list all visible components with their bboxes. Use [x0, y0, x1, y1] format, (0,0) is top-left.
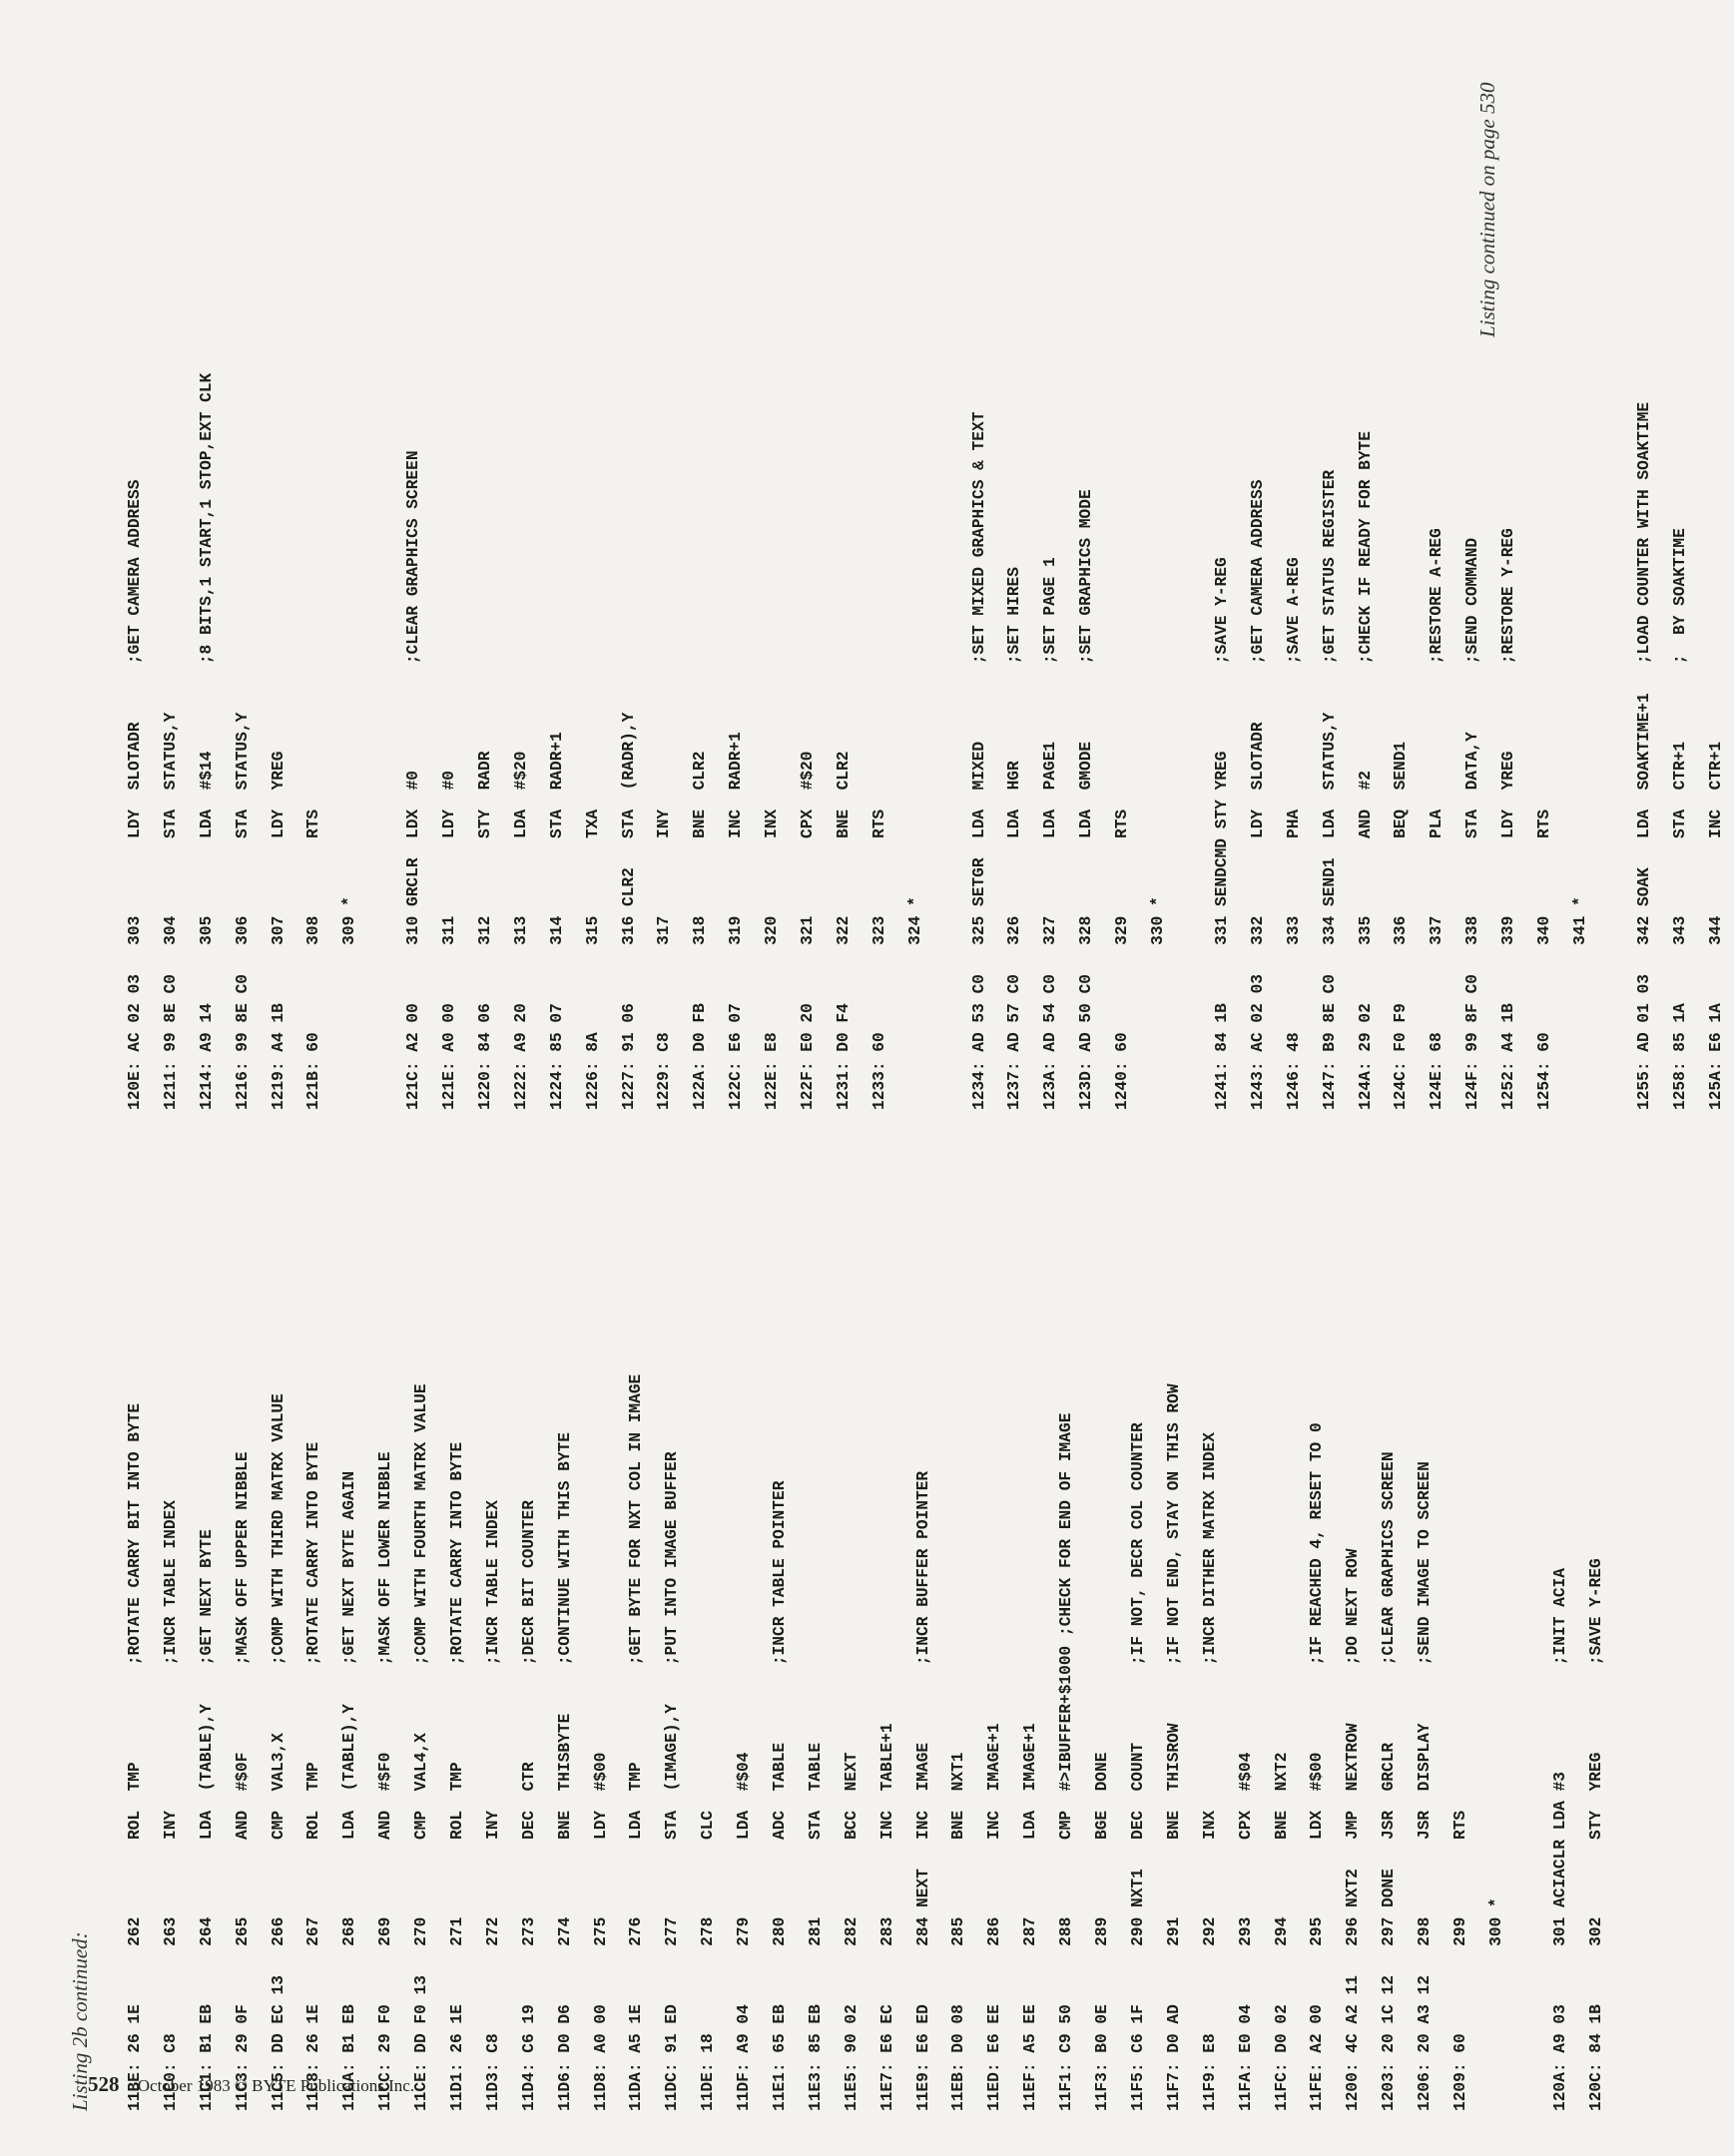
- code-line: 1255: AD 01 03 342 SOAK LDA SOAKTIME+1 ;LOAD COUNTER WITH SOAKTIME: [1634, 401, 1653, 1110]
- code-line: 11C1: B1 EB 264 LDA (TABLE),Y ;GET NEXT BYTE: [197, 1529, 216, 2111]
- code-line: 11D3: C8 272 INY ;INCR TABLE INDEX: [483, 1500, 502, 2111]
- page-footer: [88, 2072, 414, 2097]
- code-line: 11C5: DD EC 13 266 CMP VAL3,X ;COMP WITH THIRD MATRX VALUE: [269, 1393, 288, 2111]
- listing-gap: [934, 373, 962, 1110]
- code-line: 309 *: [340, 896, 359, 1110]
- listing-caption: Listing 2b continued:: [68, 1931, 92, 2111]
- code-line: 11E3: 85 EB 281 STA TABLE: [806, 1742, 825, 2111]
- code-line: 1226: 8A 315 TXA: [583, 808, 602, 1110]
- page-number: 528: [88, 2072, 120, 2096]
- listing-gap: [1515, 1374, 1543, 2111]
- code-line: 122C: E6 07 319 INC RADR+1: [727, 732, 746, 1110]
- code-line: 125A: E6 1A 344 INC CTR+1: [1706, 741, 1725, 1110]
- code-line: 1252: A4 1B 339 LDY YREG ;RESTORE Y-REG: [1499, 528, 1518, 1110]
- code-line: 11D1: 26 1E 271 ROL TMP ;ROTATE CARRY INTO BYTE: [448, 1441, 467, 2111]
- code-line: 1237: AD 57 C0 326 LDA HGR ;SET HIRES: [1005, 567, 1024, 1110]
- code-line: 11CE: DD F0 13 270 CMP VAL4,X ;COMP WITH FOURTH MATRX VALUE: [412, 1383, 431, 2111]
- continued-caption: Listing continued on page 530: [1475, 82, 1499, 337]
- code-line: 1247: B9 8E C0 334 SEND1 LDA STATUS,Y ;GET STATUS REGISTER: [1320, 469, 1339, 1110]
- code-line: 120E: AC 02 03 303 LDY SLOTADR ;GET CAMERA ADDRESS: [126, 479, 144, 1110]
- code-line: 123D: AD 50 C0 328 LDA GMODE ;SET GRAPHICS MODE: [1077, 489, 1096, 1110]
- code-line: 11D6: D0 D6 274 BNE THISBYTE ;CONTINUE WITH THIS BYTE: [555, 1432, 574, 2111]
- code-line: 11DA: A5 1E 276 LDA TMP ;GET BYTE FOR NXT COL IN IMAGE: [627, 1373, 646, 2111]
- code-line: 120A: A9 03 301 ACIACLR LDA #3 ;INIT ACIA: [1550, 1568, 1569, 2111]
- code-line: 121E: A0 00 311 LDY #0: [440, 771, 459, 1110]
- code-line: 1231: D0 F4 322 BNE CLR2: [834, 751, 853, 1110]
- code-line: 1200: 4C A2 11 296 NXT2 JMP NEXTROW ;DO NEXT ROW: [1344, 1548, 1363, 2111]
- listing-gap: [1599, 373, 1627, 1110]
- code-line: 1233: 60 323 RTS: [869, 808, 888, 1110]
- code-line: 1219: A4 1B 307 LDY YREG: [269, 751, 288, 1110]
- code-line: 124E: 68 337 PLA ;RESTORE A-REG: [1428, 528, 1446, 1110]
- code-line: 1258: 85 1A 343 STA CTR+1 ; BY SOAKTIME: [1670, 528, 1689, 1110]
- code-line: 11F1: C9 50 288 CMP #>IBUFFER+$1000 ;CHECK FOR END OF IMAGE: [1057, 1412, 1076, 2111]
- code-line: 120C: 84 1B 302 STY YREG ;SAVE Y-REG: [1586, 1558, 1605, 2111]
- code-line: 11DE: 18 278 CLC: [699, 1810, 718, 2111]
- code-line: 11D4: C6 19 273 DEC CTR ;DECR BIT COUNTER: [519, 1500, 538, 2111]
- code-line: 1203: 20 1C 12 297 DONE JSR GRCLR ;CLEAR GRAPHICS SCREEN: [1380, 1451, 1399, 2111]
- code-line: 11ED: E6 EE 286 INC IMAGE+1: [985, 1723, 1004, 2111]
- code-line: 122F: E0 20 321 CPX #$20: [799, 751, 818, 1110]
- code-line: 124C: F0 F9 336 BEQ SEND1: [1392, 741, 1411, 1110]
- code-line: 11CC: 29 F0 269 AND #$F0 ;MASK OFF LOWER NIBBLE: [376, 1451, 395, 2111]
- code-line: 121B: 60 308 RTS: [304, 808, 323, 1110]
- code-line: 1246: 48 333 PHA ;SAVE A-REG: [1284, 557, 1303, 1110]
- code-line: 1243: AC 02 03 332 LDY SLOTADR ;GET CAMERA ADDRESS: [1248, 479, 1267, 1110]
- code-line: 1220: 84 06 312 STY RADR: [476, 751, 495, 1110]
- code-line: 11EF: A5 EE 287 LDA IMAGE+1: [1021, 1723, 1040, 2111]
- code-line: 124A: 29 02 335 AND #2 ;CHECK IF READY FOR BYTE: [1356, 431, 1375, 1110]
- listing-gap: [1177, 373, 1205, 1110]
- code-line: 11C0: C8 263 INY ;INCR TABLE INDEX: [161, 1500, 180, 2111]
- code-line: 121C: A2 00 310 GRCLR LDX #0 ;CLEAR GRAPHICS SCREEN: [404, 450, 423, 1110]
- code-line: 11FC: D0 02 294 BNE NXT2: [1272, 1752, 1291, 2111]
- code-line: 122E: E8 320 INX: [763, 808, 782, 1110]
- code-line: 11E9: E6 ED 284 NEXT INC IMAGE ;INCR BUFFER POINTER: [913, 1470, 932, 2111]
- code-line: 11F3: B0 0E 289 BGE DONE: [1093, 1752, 1112, 2111]
- code-line: 1227: 91 06 316 CLR2 STA (RADR),Y: [619, 712, 638, 1110]
- code-line: 1224: 85 07 314 STA RADR+1: [547, 732, 566, 1110]
- footer-text: October 1983 © BYTE Publications Inc.: [137, 2076, 415, 2095]
- code-line: 1222: A9 20 313 LDA #$20: [511, 751, 530, 1110]
- code-line: 1241: 84 1B 331 SENDCMD STY YREG ;SAVE Y-REG: [1212, 557, 1231, 1110]
- code-line: 11D8: A0 00 275 LDY #$00: [591, 1752, 610, 2111]
- code-line: 11E7: E6 EC 283 INC TABLE+1: [877, 1723, 896, 2111]
- code-line: 330 *: [1149, 896, 1168, 1110]
- right-code-listing: [118, 373, 1734, 1110]
- code-line: 11E1: 65 EB 280 ADC TABLE ;INCR TABLE POINTER: [771, 1480, 790, 2111]
- left-code-listing: [118, 1374, 1615, 2111]
- code-line: 11E5: 90 02 282 BCC NEXT: [842, 1752, 861, 2111]
- listing-gap: [368, 373, 396, 1110]
- code-line: 11DF: A9 04 279 LDA #$04: [735, 1752, 754, 2111]
- code-line: 1211: 99 8E C0 304 STA STATUS,Y: [161, 712, 180, 1110]
- code-line: 11F9: E8 292 INX ;INCR DITHER MATRX INDEX: [1200, 1432, 1219, 2111]
- code-line: 11EB: D0 08 285 BNE NXT1: [949, 1752, 968, 2111]
- code-line: 124F: 99 8F C0 338 STA DATA,Y ;SEND COMMAND: [1463, 537, 1482, 1110]
- code-line: 11C8: 26 1E 267 ROL TMP ;ROTATE CARRY INTO BYTE: [304, 1441, 323, 2111]
- code-line: 11FE: A2 00 295 LDX #$00 ;IF REACHED 4, RESET TO 0: [1308, 1422, 1327, 2111]
- code-line: 324 *: [905, 896, 924, 1110]
- code-line: 11C3: 29 0F 265 AND #$0F ;MASK OFF UPPER NIBBLE: [233, 1451, 252, 2111]
- code-line: 341 *: [1570, 896, 1589, 1110]
- code-line: 11DC: 91 ED 277 STA (IMAGE),Y ;PUT INTO IMAGE BUFFER: [663, 1451, 682, 2111]
- code-line: 1209: 60 299 RTS: [1450, 1810, 1469, 2111]
- code-line: 1254: 60 340 RTS: [1534, 808, 1553, 1110]
- code-line: 11F7: D0 AD 291 BNE THISROW ;IF NOT END, STAY ON THIS ROW: [1164, 1383, 1183, 2111]
- code-line: 122A: D0 FB 318 BNE CLR2: [691, 751, 710, 1110]
- code-line: 123A: AD 54 C0 327 LDA PAGE1 ;SET PAGE 1: [1041, 557, 1060, 1110]
- code-line: 11F5: C6 1F 290 NXT1 DEC COUNT ;IF NOT, DECR COL COUNTER: [1128, 1422, 1147, 2111]
- code-line: 11CA: B1 EB 268 LDA (TABLE),Y ;GET NEXT BYTE AGAIN: [340, 1470, 359, 2111]
- code-line: 1216: 99 8E C0 306 STA STATUS,Y: [233, 712, 252, 1110]
- code-line: 1229: C8 317 INY: [655, 808, 674, 1110]
- code-line: 1206: 20 A3 12 298 JSR DISPLAY ;SEND IMAGE TO SCREEN: [1416, 1461, 1435, 2111]
- code-line: 11BE: 26 1E 262 ROL TMP ;ROTATE CARRY BIT INTO BYTE: [126, 1402, 144, 2111]
- code-line: 1214: A9 14 305 LDA #$14 ;8 BITS,1 START,1 STOP,EXT CLK: [197, 372, 216, 1110]
- code-line: 1240: 60 329 RTS: [1113, 808, 1132, 1110]
- code-line: 300 *: [1486, 1897, 1505, 2111]
- code-line: 1234: AD 53 C0 325 SETGR LDA MIXED ;SET MIXED GRAPHICS & TEXT: [969, 411, 988, 1110]
- code-line: 11FA: E0 04 293 CPX #$04: [1236, 1752, 1255, 2111]
